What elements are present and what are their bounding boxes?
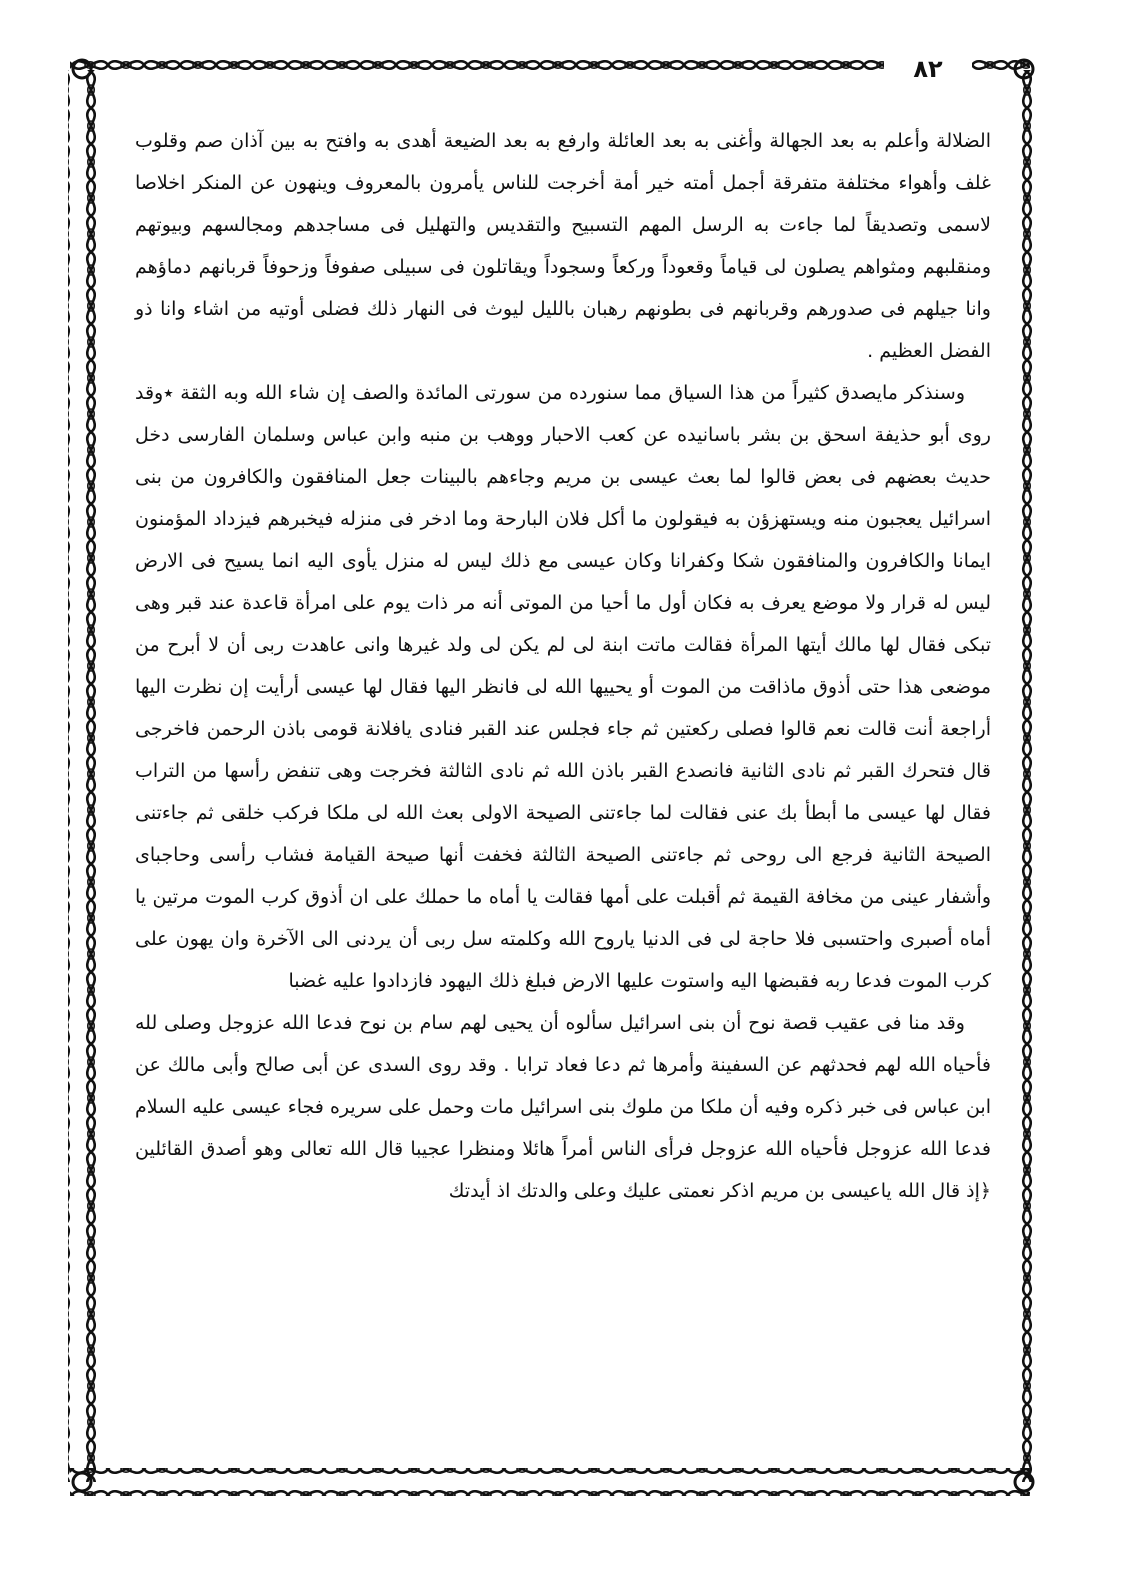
page-number: ٨٢ [884,54,972,84]
paragraph: وقد منا فى عقيب قصة نوح أن بنى اسرائيل سألوه أن يحيى لهم سام بن نوح فدعا الله عزوجل وصلى لله فأحياه الله لهم فحدثهم عن السفينة وأمرها ثم دعا فعاد ترابا . وقد روى السدى عن أبى صالح وأبى مالك عن ابن عباس فى خبر ذكره وفيه أن ملكا من ملوك بنى اسرائيل مات وحمل على سريره فجاء عيسى عليه السلام فدعا الله عزوجل فأحياه الله عزوجل فرأى الناس أمراً هائلا ومنظرا عجيبا قال الله تعالى وهو أصدق القائلين ﴿إذ قال الله ياعيسى بن مريم اذكر نعمتى عليك وعلى والدتك اذ أيدتك [135,1012,991,1202]
body-text [135,120,991,1450]
paragraph: الضلالة وأعلم به بعد الجهالة وأغنى به بعد العائلة وارفع به بعد الضيعة أهدى به وافتح به بين آذان صم وقلوب غلف وأهواء مختلفة متفرقة أجمل أمته خير أمة أخرجت للناس يأمرون بالمعروف وينهون عن المنكر اخلاصا لاسمى وتصديقاً لما جاءت به الرسل المهم التسبيح والتقديس والتهليل فى مساجدهم ومجالسهم وبيوتهم ومنقلبهم ومثواهم يصلون لى قياماً وقعوداً وركعاً وسجوداً ويقاتلون فى سبيلى صفوفاً وزحوفاً قربانهم دماؤهم وانا جيلهم فى صدورهم وقربانهم فى بطونهم رهبان بالليل ليوث فى النهار ذلك فضلى أوتيه من اشاء وانا ذو الفضل العظيم . [135,130,991,362]
border-left [68,70,96,1482]
paragraph: وسنذكر مايصدق كثيراً من هذا السياق مما سنورده من سورتى المائدة والصف إن شاء الله وبه الثقة ٭وقد روى أبو حذيفة اسحق بن بشر باسانيده عن كعب الاحبار ووهب بن منبه وابن عباس وسلمان الفارسى دخل حديث بعضهم فى بعض قالوا لما بعث عيسى بن مريم وجاءهم بالبينات جعل المنافقون والكافرون من بنى اسرائيل يعجبون منه ويستهزؤن به فيقولون ما أكل فلان البارحة وما ادخر فى منزله فيخبرهم فيزداد المؤمنون ايمانا والكافرون والمنافقون شكا وكفرانا وكان عيسى مع ذلك ليس له منزل يأوى اليه انما يسيح فى الارض ليس له قرار ولا موضع يعرف به فكان أول ما أحيا من الموتى أنه مر ذات يوم على امرأة قاعدة عند قبر وهى تبكى فقال لها مالك أيتها المرأة فقالت ماتت ابنة لى لم يكن لى ولد غيرها وانى عاهدت ربى أن لا أبرح من موضعى هذا حتى أذوق ماذاقت من الموت أو يحييها الله لى فانظر اليها فقال لها عيسى أرأيت إن نظرت اليها أراجعة أنت قالت نعم قالوا فصلى ركعتين ثم جاء فجلس عند القبر فنادى يافلانة قومى باذن الرحمن فاخرجى قال فتحرك القبر ثم نادى الثانية فانصدع القبر باذن الله ثم نادى الثالثة فخرجت وهى تنفض رأسها من التراب فقال لها عيسى ما أبطأ بك عنى فقالت لما جاءتنى الصيحة الاولى بعث الله لى ملكا فركب خلقى ثم جاءتنى الصيحة الثانية فرجع الى روحى ثم جاءتنى الصيحة الثالثة فخفت أنها صيحة القيامة فشاب رأسى وحاجباى وأشفار عينى من مخافة القيمة ثم أقبلت على أمها فقالت يا أماه ما حملك على ان أذوق كرب الموت مرتين يا أماه أصبرى واحتسبى فلا حاجة لى فى الدنيا ياروح الله وكلمته سل ربى أن يردنى الى الآخرة وان يهون على كرب الموت فدعا ربه فقبضها اليه واستوت عليها الارض فبلغ ذلك اليهود فازدادوا عليه غضبا [135,382,991,992]
border-right [1010,70,1038,1482]
border-bottom [70,1468,1030,1496]
